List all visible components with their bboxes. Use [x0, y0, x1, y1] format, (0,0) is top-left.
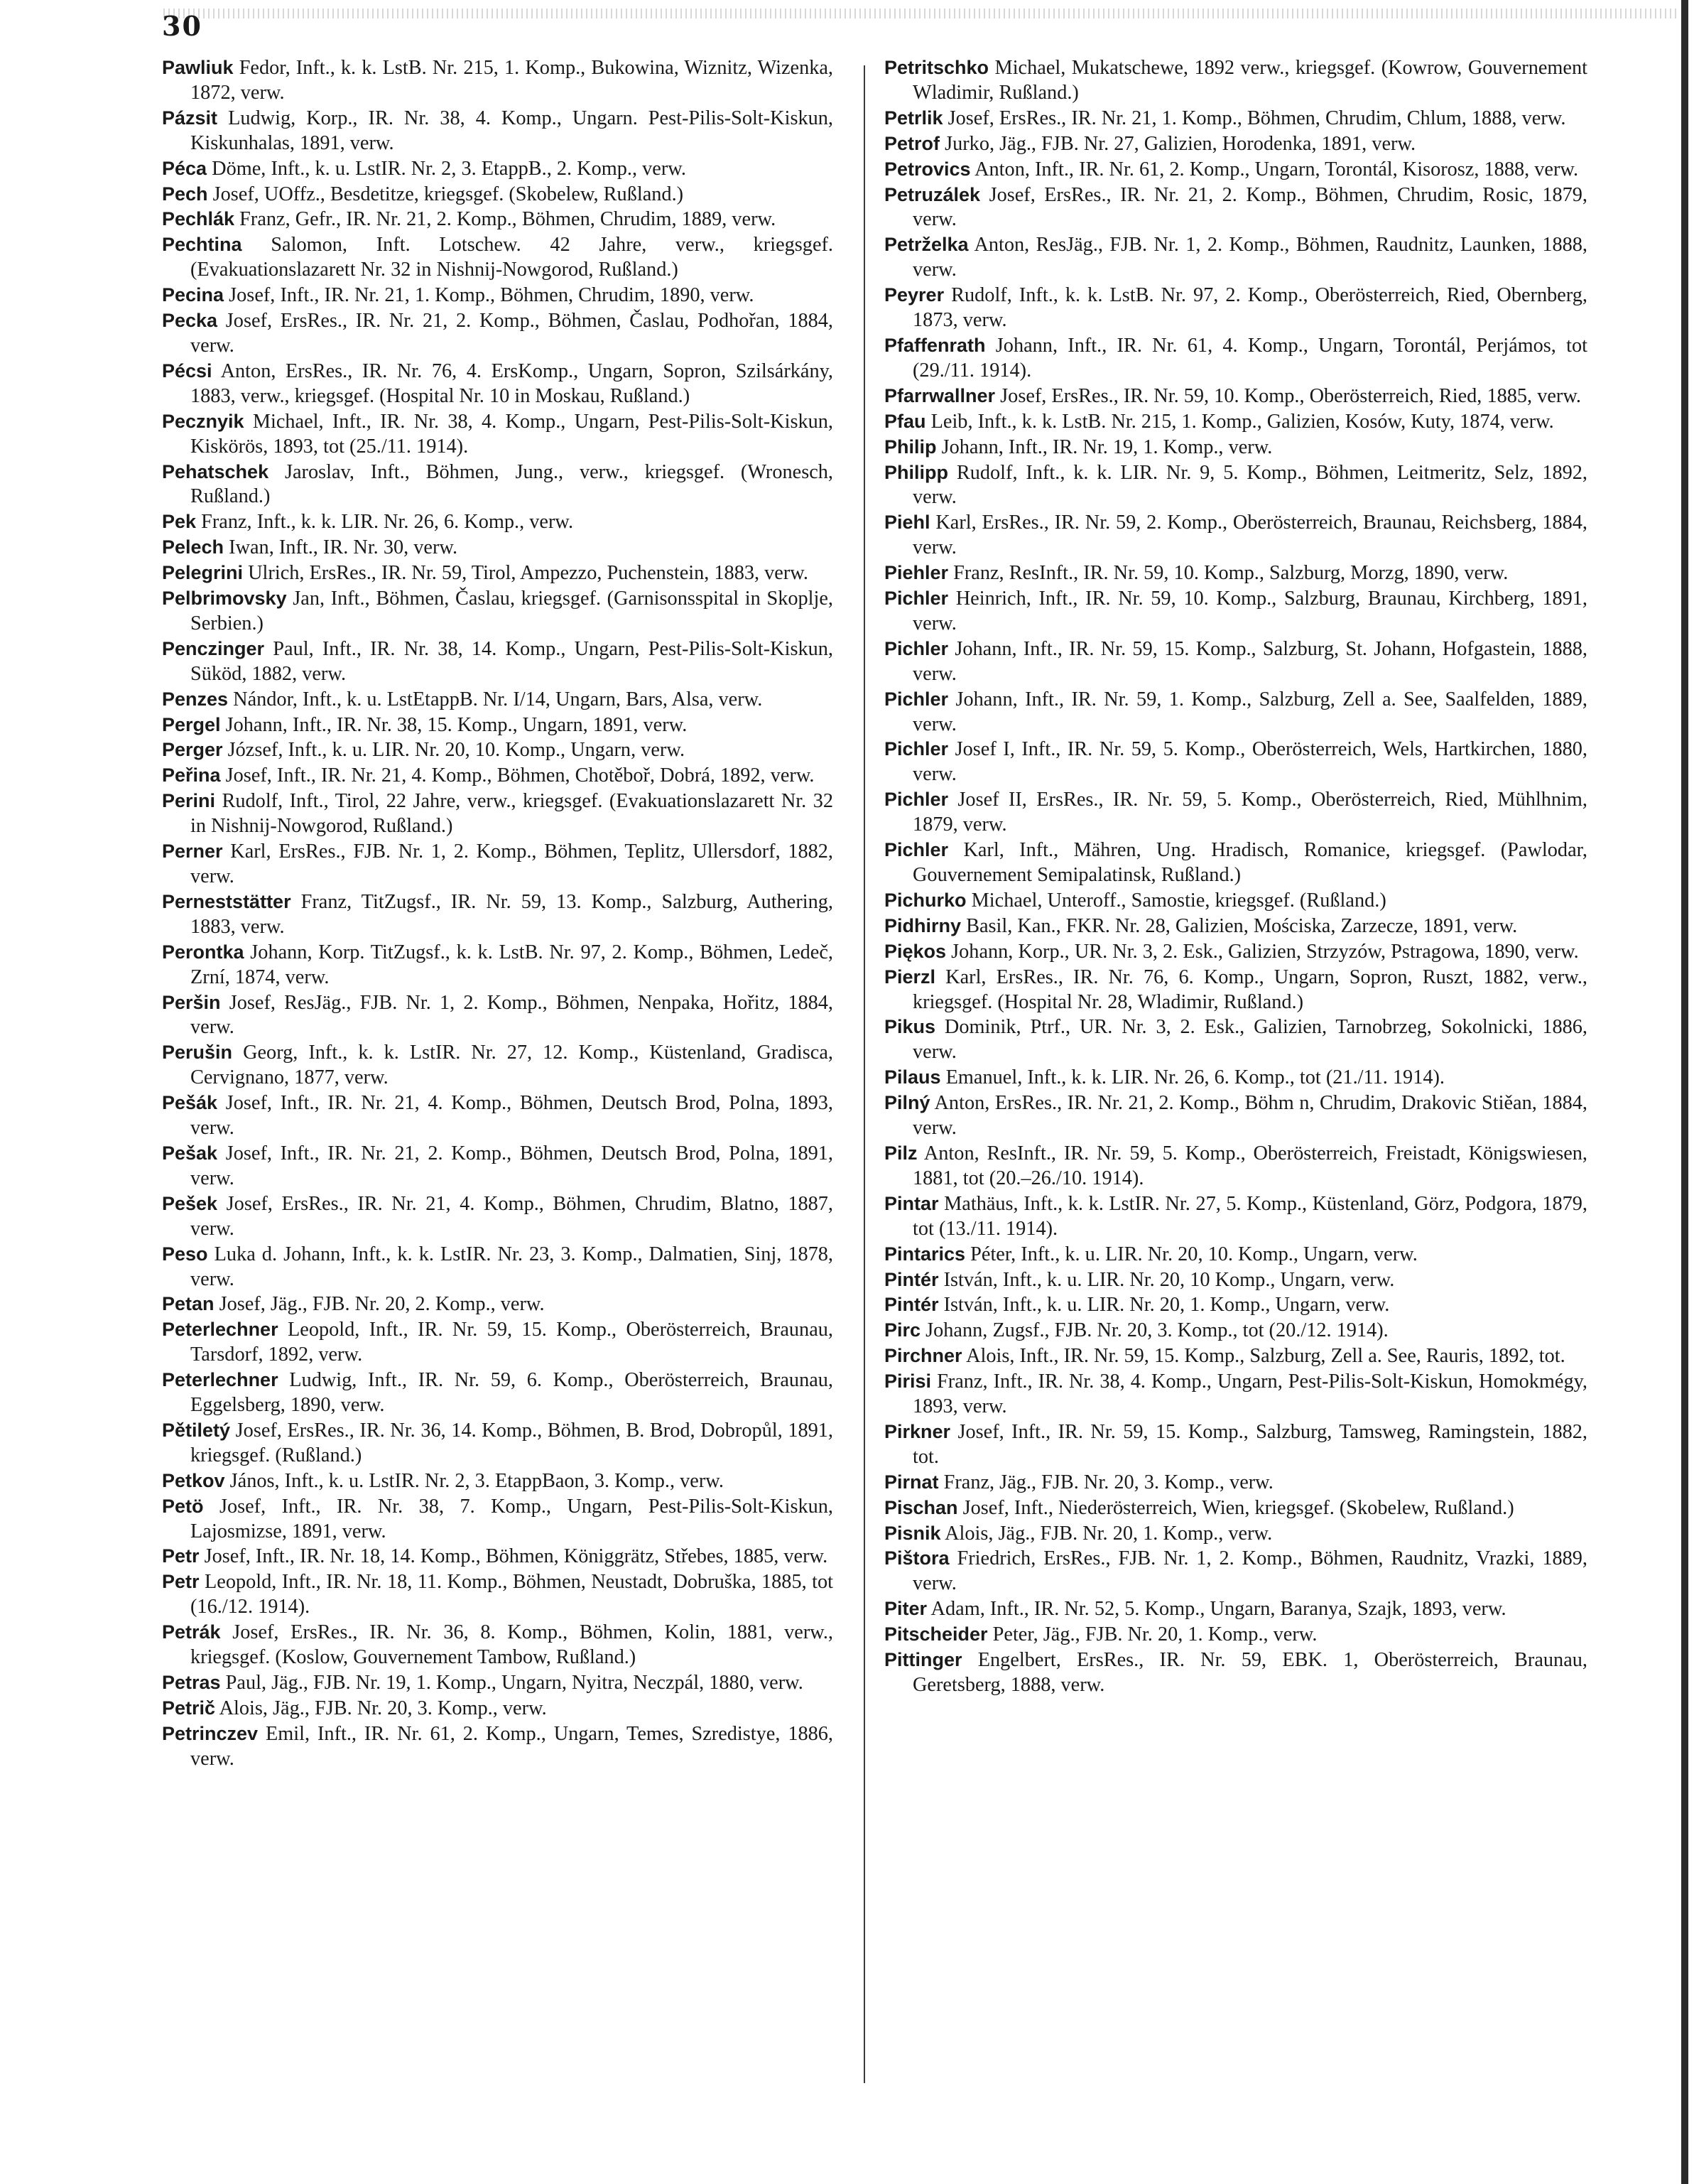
entry-surname: Pirisi: [884, 1371, 932, 1393]
entry-surname: Penczinger: [162, 637, 265, 659]
register-entry: [884, 965, 1587, 1015]
entry-surname: Pawliuk: [162, 57, 234, 78]
entry-surname: Pichler: [884, 789, 949, 811]
entry-surname: Pecznyik: [162, 410, 244, 432]
entry-details: Josef, ErsRes., IR. Nr. 21, 1. Komp., Böhmen, Chrudim, Chlum, 1888, verw.: [948, 107, 1566, 129]
entry-details: Jan, Inft., Böhmen, Časlau, kriegsgef. (Garnisonsspital in Skoplje, Serbien.): [190, 588, 833, 634]
register-entry: [884, 1596, 1587, 1622]
entry-details: Georg, Inft., k. k. LstIR. Nr. 27, 12. Komp., Küstenland, Gradisca, Cervignano, 1877, verw.: [190, 1042, 833, 1089]
register-entry: [162, 1469, 833, 1494]
entry-surname: Pfau: [884, 410, 926, 432]
register-entry: [162, 1317, 833, 1368]
register-entry: [884, 1369, 1587, 1420]
register-entry: [162, 687, 833, 713]
entry-surname: Perini: [162, 790, 216, 812]
entry-details: Josef, Inft., IR. Nr. 59, 15. Komp., Salzburg, Tamsweg, Ramingstein, 1882, tot.: [913, 1420, 1587, 1468]
entry-surname: Pikus: [884, 1016, 936, 1038]
entry-details: Anton, ErsRes., IR. Nr. 76, 4. ErsKomp., Ungarn, Sopron, Szilsárkány, 1883, verw., kriegsgef. (Hospital Nr. 10 in Moskau, Rußland.): [190, 360, 833, 407]
register-entry: [162, 1191, 833, 1242]
entry-details: Emil, Inft., IR. Nr. 61, 2. Komp., Ungarn, Temes, Szredistye, 1886, verw.: [190, 1722, 833, 1770]
entry-surname: Petritschko: [884, 57, 989, 78]
entry-surname: Perner: [162, 840, 223, 863]
entry-surname: Pirkner: [884, 1420, 951, 1442]
register-entry: [884, 1191, 1587, 1242]
entry-surname: Pergel: [162, 713, 221, 735]
entry-surname: Petrlik: [884, 107, 943, 129]
entry-surname: Petrželka: [884, 234, 969, 256]
register-entry: [884, 1470, 1587, 1496]
entry-details: Emanuel, Inft., k. k. LIR. Nr. 26, 6. Komp., tot (21./11. 1914).: [945, 1066, 1445, 1089]
entry-details: Karl, Inft., Mähren, Ung. Hradisch, Romanice, kriegsgef. (Pawlodar, Gouvernement Semipalatinsk, Rußland.): [913, 839, 1587, 886]
register-entry: [162, 1040, 833, 1091]
register-entry: [884, 1622, 1587, 1648]
register-entry: [884, 1242, 1587, 1267]
register-entry: [884, 586, 1587, 637]
entry-surname: Peršin: [162, 991, 221, 1013]
register-entry: [162, 460, 833, 510]
entry-surname: Pech: [162, 183, 208, 205]
entry-surname: Piehl: [884, 512, 930, 534]
register-entry: [884, 914, 1587, 939]
entry-surname: Piehler: [884, 562, 949, 584]
register-entry: [884, 183, 1587, 233]
left-column: [162, 55, 833, 1772]
entry-details: Franz, Gefr., IR. Nr. 21, 2. Komp., Böhmen, Chrudim, 1889, verw.: [239, 208, 776, 231]
entry-surname: Piter: [884, 1598, 928, 1620]
entry-details: Alois, Jäg., FJB. Nr. 20, 3. Komp., verw.: [219, 1697, 547, 1719]
entry-details: Josef, ResJäg., FJB. Nr. 1, 2. Komp., Böhmen, Nenpaka, Hořitz, 1884, verw.: [190, 991, 833, 1039]
register-entry: [884, 435, 1587, 460]
entry-details: Josef, Inft., IR. Nr. 21, 4. Komp., Böhmen, Deutsch Brod, Polna, 1893, verw.: [190, 1092, 833, 1140]
register-entry: [162, 990, 833, 1041]
entry-surname: Pécsi: [162, 360, 212, 382]
register-entry: [162, 839, 833, 890]
entry-surname: Pelbrimovsky: [162, 588, 287, 610]
entry-surname: Pilný: [884, 1092, 930, 1114]
entry-details: Anton, ErsRes., IR. Nr. 21, 2. Komp., Böhm n, Chrudim, Drakovic Stiěan, 1884, verw.: [913, 1092, 1587, 1140]
entry-details: Franz, Jäg., FJB. Nr. 20, 3. Komp., verw.: [943, 1471, 1274, 1493]
entry-surname: Pešak: [162, 1142, 218, 1164]
entry-surname: Perontka: [162, 941, 244, 963]
register-entry: [162, 1620, 833, 1670]
entry-surname: Pelegrini: [162, 562, 244, 584]
entry-surname: Pětiletý: [162, 1419, 231, 1441]
register-entry: [162, 1242, 833, 1292]
entry-details: Anton, Inft., IR. Nr. 61, 2. Komp., Ungarn, Torontál, Kisorosz, 1888, verw.: [974, 158, 1579, 180]
register-entry: [884, 131, 1587, 157]
register-entry: [162, 561, 833, 586]
entry-surname: Perneststätter: [162, 890, 291, 912]
entry-surname: Pichler: [884, 588, 949, 610]
entry-details: Anton, ResJäg., FJB. Nr. 1, 2. Komp., Böhmen, Raudnitz, Launken, 1888, verw.: [913, 234, 1588, 281]
entry-details: Josef, Inft., IR. Nr. 18, 14. Komp., Böhmen, Königgrätz, Střebes, 1885, verw.: [204, 1545, 828, 1568]
entry-surname: Pfarrwallner: [884, 384, 996, 406]
entry-details: Paul, Jäg., FJB. Nr. 19, 1. Komp., Ungarn, Nyitra, Neczpál, 1880, verw.: [225, 1672, 803, 1694]
register-entry: [162, 409, 833, 460]
entry-surname: Petö: [162, 1495, 204, 1517]
entry-surname: Petrinczev: [162, 1722, 259, 1744]
register-entry: [884, 1318, 1587, 1344]
entry-details: Johann, Zugsf., FJB. Nr. 20, 3. Komp., tot (20./12. 1914).: [925, 1319, 1389, 1342]
register-entry: [884, 283, 1587, 333]
entry-details: Luka d. Johann, Inft., k. k. LstIR. Nr. 23, 3. Komp., Dalmatien, Sinj, 1878, verw.: [190, 1243, 834, 1290]
entry-details: Johann, Korp., UR. Nr. 3, 2. Esk., Galizien, Strzyzów, Pstragowa, 1890, verw.: [951, 940, 1579, 963]
entry-surname: Pichurko: [884, 889, 967, 911]
register-entry: [884, 1141, 1587, 1191]
entry-surname: Pirc: [884, 1319, 921, 1341]
entry-details: Döme, Inft., k. u. LstIR. Nr. 2, 3. EtappB., 2. Komp., verw.: [212, 157, 686, 180]
entry-details: Ludwig, Inft., IR. Nr. 59, 6. Komp., Oberösterreich, Braunau, Eggelsberg, 1890, verw.: [190, 1369, 834, 1417]
register-entry: [162, 55, 833, 106]
register-entry: [162, 637, 833, 687]
entry-details: Karl, ErsRes., IR. Nr. 59, 2. Komp., Oberösterreich, Braunau, Reichsberg, 1884, verw.: [913, 512, 1587, 559]
entry-details: Jurko, Jäg., FJB. Nr. 27, Galizien, Horodenka, 1891, verw.: [945, 132, 1416, 155]
entry-details: Basil, Kan., FKR. Nr. 28, Galizien, Mościska, Zarzecze, 1891, verw.: [966, 914, 1518, 937]
entry-details: Mathäus, Inft., k. k. LstIR. Nr. 27, 5. Komp., Küstenland, Görz, Podgora, 1879, tot (13./11. 1914).: [913, 1192, 1587, 1240]
entry-details: Johann, Inft., IR. Nr. 59, 1. Komp., Salzburg, Zell a. See, Saalfelden, 1889, verw.: [913, 688, 1587, 735]
register-entry: [884, 838, 1587, 888]
entry-surname: Petrovics: [884, 158, 971, 180]
entry-surname: Pitscheider: [884, 1623, 988, 1645]
entry-surname: Pelech: [162, 536, 224, 558]
register-entry: [884, 157, 1587, 183]
register-entry: [884, 687, 1587, 737]
entry-surname: Pichler: [884, 637, 949, 659]
entry-surname: Pintar: [884, 1192, 939, 1214]
entry-details: Engelbert, ErsRes., IR. Nr. 59, EBK. 1, Oberösterreich, Braunau, Geretsberg, 1888, verw.: [913, 1649, 1587, 1696]
register-entry: [162, 207, 833, 232]
entry-details: Péter, Inft., k. u. LIR. Nr. 20, 10. Komp., Ungarn, verw.: [970, 1243, 1418, 1265]
register-entry: [884, 939, 1587, 965]
entry-details: József, Inft., k. u. LIR. Nr. 20, 10. Komp., Ungarn, verw.: [227, 739, 685, 762]
entry-surname: Pirnat: [884, 1471, 939, 1493]
entry-details: Josef, ErsRes., IR. Nr. 59, 10. Komp., Oberösterreich, Ried, 1885, verw.: [1000, 384, 1582, 407]
entry-details: Johann, Inft., IR. Nr. 59, 15. Komp., Salzburg, St. Johann, Hofgastein, 1888, verw.: [913, 637, 1587, 685]
entry-details: Alois, Jäg., FJB. Nr. 20, 1. Komp., verw.: [945, 1522, 1273, 1545]
register-entry: [162, 535, 833, 561]
register-entry: [162, 940, 833, 990]
register-entry: [884, 1344, 1587, 1369]
register-entry: [162, 1141, 833, 1191]
register-entry: [884, 1065, 1587, 1091]
entry-details: Josef II, ErsRes., IR. Nr. 59, 5. Komp., Oberösterreich, Ried, Mühlhnim, 1879, verw.: [913, 789, 1587, 836]
entry-surname: Perušin: [162, 1042, 233, 1064]
register-entry: [162, 763, 833, 789]
register-entry: [162, 1670, 833, 1696]
register-entry: [884, 460, 1587, 511]
entry-details: Friedrich, ErsRes., FJB. Nr. 1, 2. Komp., Böhmen, Raudnitz, Vrazki, 1889, verw.: [913, 1547, 1587, 1595]
register-entry: [884, 888, 1587, 914]
entry-details: Michael, Mukatschewe, 1892 verw., kriegsgef. (Kowrow, Gouvernement Wladimir, Rußland.): [913, 57, 1587, 104]
register-entry: [162, 789, 833, 839]
entry-surname: Pierzl: [884, 966, 936, 988]
entry-surname: Pichler: [884, 738, 949, 760]
entry-details: Josef, ErsRes., IR. Nr. 21, 2. Komp., Böhmen, Chrudim, Rosic, 1879, verw.: [913, 183, 1587, 231]
entry-surname: Pek: [162, 511, 197, 533]
entry-surname: Pechtina: [162, 234, 242, 256]
entry-surname: Pehatschek: [162, 460, 269, 482]
entry-details: Nándor, Inft., k. u. LstEtappB. Nr. I/14, Ungarn, Bars, Alsa, verw.: [233, 688, 763, 710]
entry-surname: Philipp: [884, 461, 948, 483]
register-entry: [162, 1721, 833, 1772]
entry-surname: Peso: [162, 1243, 208, 1265]
register-entry: [884, 106, 1587, 131]
register-entry: [162, 156, 833, 182]
entry-details: Franz, Inft., IR. Nr. 38, 4. Komp., Ungarn, Pest-Pilis-Solt-Kiskun, Homokmégy, 1893, verw.: [913, 1371, 1588, 1418]
entry-surname: Pichler: [884, 688, 949, 710]
register-entry: [162, 737, 833, 763]
entry-surname: Piękos: [884, 940, 947, 962]
register-entry: [162, 509, 833, 535]
entry-surname: Pisnik: [884, 1522, 941, 1544]
entry-details: Dominik, Ptrf., UR. Nr. 3, 2. Esk., Galizien, Tarnobrzeg, Sokolnicki, 1886, verw.: [913, 1016, 1587, 1064]
entry-surname: Peterlechner: [162, 1369, 278, 1391]
entry-surname: Pechlák: [162, 208, 235, 230]
entry-surname: Petkov: [162, 1469, 225, 1491]
entry-surname: Peterlechner: [162, 1319, 278, 1341]
register-entry: [162, 1569, 833, 1620]
register-entry: [162, 182, 833, 207]
register-entry: [162, 106, 833, 156]
entry-surname: Petras: [162, 1672, 221, 1693]
page-right-border: [1681, 0, 1688, 2184]
register-entry: [162, 232, 833, 283]
entry-details: Heinrich, Inft., IR. Nr. 59, 10. Komp., Salzburg, Braunau, Kirchberg, 1891, verw.: [913, 588, 1588, 634]
entry-surname: Petrák: [162, 1621, 221, 1643]
entry-details: Josef, ErsRes., IR. Nr. 21, 4. Komp., Böhmen, Chrudim, Blatno, 1887, verw.: [190, 1192, 834, 1240]
entry-details: Salomon, Inft. Lotschew. 42 Jahre, verw., kriegsgef. (Evakuationslazarett Nr. 32 in Nishnij-Nowgorod, Rußland.): [190, 234, 834, 281]
entry-details: Karl, ErsRes., IR. Nr. 76, 6. Komp., Ungarn, Sopron, Ruszt, 1882, verw., kriegsgef. (Hospital Nr. 28, Wladimir, Rußland.): [913, 966, 1587, 1013]
entry-surname: Pidhirny: [884, 914, 962, 936]
entry-details: Rudolf, Inft., k. k. LIR. Nr. 9, 5. Komp., Böhmen, Leitmeritz, Selz, 1892, verw.: [913, 461, 1587, 509]
entry-details: Josef I, Inft., IR. Nr. 59, 5. Komp., Oberösterreich, Wels, Hartkirchen, 1880, verw.: [913, 738, 1587, 786]
entry-surname: Pilaus: [884, 1066, 941, 1088]
entry-surname: Pecka: [162, 310, 218, 332]
entry-details: Franz, Inft., k. k. LIR. Nr. 26, 6. Komp., verw.: [201, 511, 574, 534]
entry-surname: Pfaffenrath: [884, 334, 986, 356]
entry-details: Josef, Inft., Niederösterreich, Wien, kriegsgef. (Skobelew, Rußland.): [962, 1496, 1514, 1519]
entry-surname: Peřina: [162, 764, 221, 786]
entry-details: János, Inft., k. u. LstIR. Nr. 2, 3. EtappBaon, 3. Komp., verw.: [229, 1469, 724, 1492]
entry-details: Josef, ErsRes., IR. Nr. 36, 14. Komp., Böhmen, B. Brod, Dobropůl, 1891, kriegsgef. (Rußland.): [190, 1419, 833, 1466]
register-entry: [884, 1546, 1587, 1596]
entry-details: Josef, Jäg., FJB. Nr. 20, 2. Komp., verw.: [219, 1293, 545, 1316]
entry-details: Michael, Inft., IR. Nr. 38, 4. Komp., Ungarn, Pest-Pilis-Solt-Kiskun, Kiskörös, 1893, tot (25./11. 1914).: [190, 410, 833, 458]
register-entry: [884, 637, 1587, 687]
entry-surname: Pešek: [162, 1192, 218, 1214]
entry-details: Josef, Inft., IR. Nr. 21, 1. Komp., Böhmen, Chrudim, 1890, verw.: [229, 284, 754, 307]
register-entry: [162, 1418, 833, 1469]
register-entry: [884, 787, 1587, 838]
register-entry: [884, 1496, 1587, 1521]
entry-surname: Petrič: [162, 1697, 216, 1719]
register-entry: [884, 1015, 1587, 1065]
entry-surname: Pischan: [884, 1496, 958, 1518]
register-entry: [162, 308, 833, 359]
entry-details: Leib, Inft., k. k. LstB. Nr. 215, 1. Komp., Galizien, Kosów, Kuty, 1874, verw.: [930, 410, 1554, 433]
register-entry: [884, 1091, 1587, 1141]
entry-details: Leopold, Inft., IR. Nr. 18, 11. Komp., Böhmen, Neustadt, Dobruška, 1885, tot (16./12. 1914).: [190, 1571, 833, 1618]
entry-surname: Pištora: [884, 1547, 950, 1569]
register-entry: [884, 232, 1587, 283]
top-edge-noise: [163, 9, 1680, 18]
register-entry: [162, 1544, 833, 1569]
entry-details: Johann, Inft., IR. Nr. 38, 15. Komp., Ungarn, 1891, verw.: [225, 713, 688, 736]
register-entry: [162, 586, 833, 637]
entry-details: Jaroslav, Inft., Böhmen, Jung., verw., kriegsgef. (Wronesch, Rußland.): [190, 460, 833, 508]
register-entry: [162, 359, 833, 409]
entry-surname: Petrof: [884, 132, 940, 154]
register-entry: [162, 1091, 833, 1141]
entry-surname: Pintér: [884, 1268, 939, 1290]
entry-details: Josef, UOffz., Besdetitze, kriegsgef. (Skobelew, Rußland.): [212, 183, 684, 205]
entry-surname: Pirchner: [884, 1345, 962, 1367]
entry-details: Rudolf, Inft., k. k. LstB. Nr. 97, 2. Komp., Oberösterreich, Ried, Obernberg, 1873, verw.: [913, 284, 1587, 332]
entry-details: Josef, Inft., IR. Nr. 38, 7. Komp., Ungarn, Pest-Pilis-Solt-Kiskun, Lajosmizse, 1891, verw.: [190, 1495, 833, 1542]
entry-surname: Pintarics: [884, 1243, 966, 1265]
entry-details: István, Inft., k. u. LIR. Nr. 20, 1. Komp., Ungarn, verw.: [943, 1294, 1390, 1317]
entry-surname: Philip: [884, 436, 937, 458]
register-entry: [162, 1696, 833, 1721]
entry-details: Fedor, Inft., k. k. LstB. Nr. 215, 1. Komp., Bukowina, Wiznitz, Wizenka, 1872, verw.: [190, 57, 834, 104]
entry-details: Anton, ResInft., IR. Nr. 59, 5. Komp., Oberösterreich, Freistadt, Königswiesen, 1881, tot (20.–26./10. 1914).: [913, 1142, 1587, 1189]
page-number: 30: [162, 10, 202, 42]
register-entry: [162, 713, 833, 738]
register-entry: [162, 1368, 833, 1418]
entry-surname: Pittinger: [884, 1649, 962, 1671]
entry-details: Franz, ResInft., IR. Nr. 59, 10. Komp., Salzburg, Morzg, 1890, verw.: [953, 562, 1509, 585]
entry-details: Ulrich, ErsRes., IR. Nr. 59, Tirol, Ampezzo, Puchenstein, 1883, verw.: [248, 562, 808, 585]
entry-surname: Peyrer: [884, 284, 945, 306]
entry-details: István, Inft., k. u. LIR. Nr. 20, 10 Komp., Ungarn, verw.: [943, 1268, 1395, 1291]
entry-details: Iwan, Inft., IR. Nr. 30, verw.: [229, 536, 458, 559]
register-entry: [884, 737, 1587, 787]
register-entry: [884, 1648, 1587, 1698]
entry-surname: Perger: [162, 739, 223, 761]
entry-details: Ludwig, Korp., IR. Nr. 38, 4. Komp., Ungarn. Pest-Pilis-Solt-Kiskun, Kiskunhalas, 1891, verw.: [190, 107, 834, 154]
entry-surname: Petruzálek: [884, 183, 981, 205]
register-entry: [162, 1494, 833, 1545]
register-entry: [162, 283, 833, 308]
register-entry: [884, 1521, 1587, 1547]
entry-details: Paul, Inft., IR. Nr. 38, 14. Komp., Ungarn, Pest-Pilis-Solt-Kiskun, Süköd, 1882, verw.: [190, 637, 833, 685]
entry-details: Johann, Korp. TitZugsf., k. k. LstB. Nr. 97, 2. Komp., Böhmen, Ledeč, Zrní, 1874, verw.: [190, 941, 833, 988]
register-entry: [162, 1292, 833, 1317]
entry-details: Karl, ErsRes., FJB. Nr. 1, 2. Komp., Böhmen, Teplitz, Ullersdorf, 1882, verw.: [190, 840, 833, 887]
entry-details: Josef, Inft., IR. Nr. 21, 4. Komp., Böhmen, Chotěboř, Dobrá, 1892, verw.: [225, 764, 815, 787]
register-entry: [162, 890, 833, 940]
register-entry: [884, 561, 1587, 586]
register-entry: [884, 1292, 1587, 1318]
entry-details: Adam, Inft., IR. Nr. 52, 5. Komp., Ungarn, Baranya, Szajk, 1893, verw.: [930, 1598, 1506, 1621]
entry-surname: Pilz: [884, 1142, 918, 1164]
entry-surname: Pichler: [884, 839, 949, 861]
register-entry: [884, 510, 1587, 561]
register-entry: [884, 1420, 1587, 1470]
entry-surname: Pecina: [162, 284, 224, 306]
entry-surname: Penzes: [162, 688, 229, 710]
entry-details: Leopold, Inft., IR. Nr. 59, 15. Komp., Oberösterreich, Braunau, Tarsdorf, 1892, verw.: [190, 1319, 833, 1366]
entry-details: Johann, Inft., IR. Nr. 61, 4. Komp., Ungarn, Torontál, Perjámos, tot (29./11. 1914).: [913, 334, 1588, 382]
entry-details: Josef, Inft., IR. Nr. 21, 2. Komp., Böhmen, Deutsch Brod, Polna, 1891, verw.: [190, 1142, 833, 1189]
entry-details: Johann, Inft., IR. Nr. 19, 1. Komp., verw.: [941, 436, 1273, 458]
entry-details: Michael, Unteroff., Samostie, kriegsgef. (Rußland.): [971, 889, 1386, 912]
register-entry: [884, 409, 1587, 435]
right-column: [884, 55, 1587, 1698]
entry-details: Rudolf, Inft., Tirol, 22 Jahre, verw., kriegsgef. (Evakuationslazarett Nr. 32 in Nishnij-Nowgorod, Rußland.): [190, 790, 834, 838]
register-entry: [884, 55, 1587, 106]
register-entry: [884, 1267, 1587, 1293]
register-entry: [884, 384, 1587, 409]
register-entry: [884, 333, 1587, 384]
entry-details: Josef, ErsRes., IR. Nr. 36, 8. Komp., Böhmen, Kolin, 1881, verw., kriegsgef. (Koslow, Gouvernement Tambow, Rußland.): [190, 1621, 833, 1669]
entry-details: Peter, Jäg., FJB. Nr. 20, 1. Komp., verw.: [992, 1623, 1318, 1646]
entry-surname: Petr: [162, 1571, 200, 1593]
entry-details: Alois, Inft., IR. Nr. 59, 15. Komp., Salzburg, Zell a. See, Rauris, 1892, tot.: [966, 1345, 1565, 1368]
entry-surname: Petan: [162, 1293, 215, 1315]
entry-details: Josef, ErsRes., IR. Nr. 21, 2. Komp., Böhmen, Časlau, Podhořan, 1884, verw.: [190, 310, 833, 357]
entry-details: Franz, TitZugsf., IR. Nr. 59, 13. Komp., Salzburg, Authering, 1883, verw.: [190, 890, 833, 938]
entry-surname: Pintér: [884, 1294, 939, 1316]
column-divider: [864, 65, 865, 2083]
entry-surname: Pázsit: [162, 107, 218, 129]
entry-surname: Péca: [162, 157, 207, 179]
entry-surname: Petr: [162, 1545, 200, 1567]
entry-surname: Pešák: [162, 1092, 218, 1114]
